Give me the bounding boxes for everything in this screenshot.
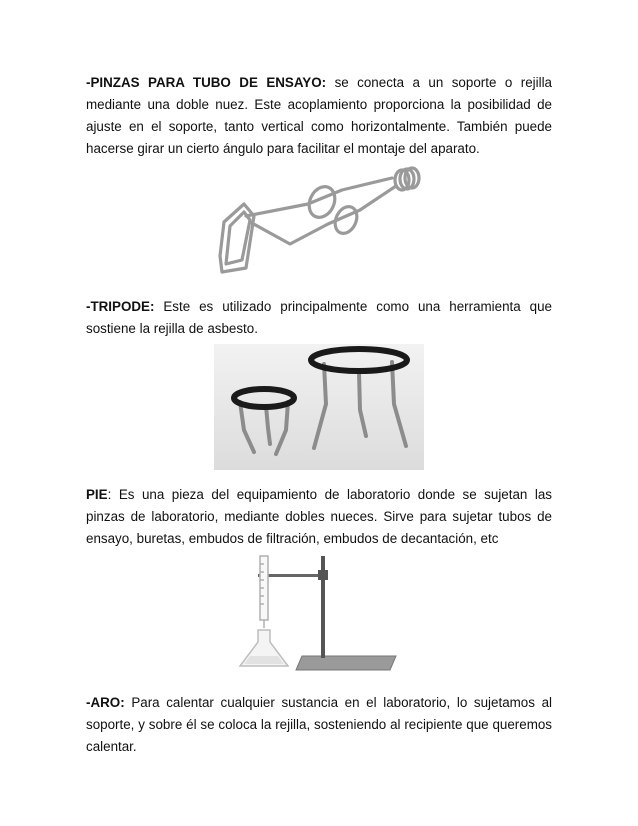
test-tube-tongs-image — [210, 160, 430, 278]
text-pie: : Es una pieza del equipamiento de laboratorio donde se sujetan las pinzas de laboratorio, mediante dobles nueces. Sirve para sujetar tubos de ensayo, buretas, embudos de filtración, embudos de decantación, etc — [86, 487, 552, 546]
paragraph-pie — [86, 484, 552, 550]
paragraph-pinzas — [86, 72, 552, 160]
stand-base-image — [228, 552, 404, 674]
term-aro: -ARO: — [86, 695, 125, 710]
tripod-image — [214, 344, 424, 470]
paragraph-aro — [86, 692, 552, 758]
term-pie: PIE — [86, 487, 108, 502]
text-tripode: Este es utilizado principalmente como una herramienta que sostiene la rejilla de asbesto. — [86, 299, 552, 336]
text-aro: Para calentar cualquier sustancia en el laboratorio, lo sujetamos al soporte, y sobre él se coloca la rejilla, sosteniendo al recipiente que queremos calentar. — [86, 695, 552, 754]
term-tripode: -TRIPODE: — [86, 299, 155, 314]
text-pinzas: se conecta a un soporte o rejilla mediante una doble nuez. Este acoplamiento proporciona la posibilidad de ajuste en el soporte, tanto vertical como horizontalmente. También puede hacerse girar un cierto ángulo para facilitar el montaje del aparato. — [86, 75, 552, 156]
paragraph-tripode — [86, 296, 552, 340]
term-pinzas: -PINZAS PARA TUBO DE ENSAYO: — [86, 75, 327, 90]
